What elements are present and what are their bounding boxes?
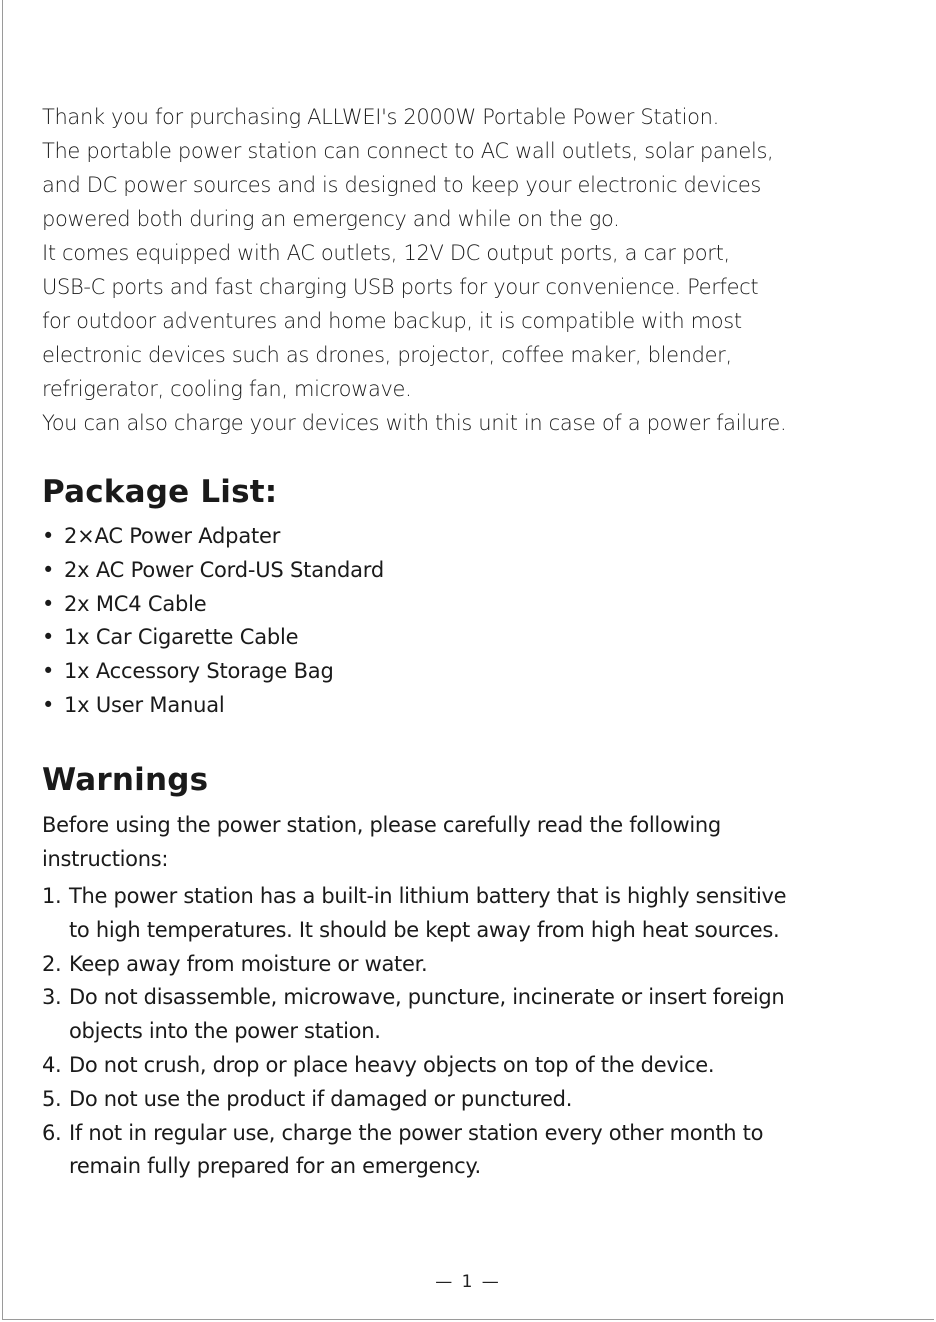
list-item-label: 1x User Manual bbox=[64, 692, 225, 717]
warnings-heading: Warnings bbox=[42, 762, 209, 798]
intro-line: refrigerator, cooling fan, microwave. bbox=[42, 377, 412, 401]
intro-line: It comes equipped with AC outlets, 12V DC output ports, a car port, bbox=[42, 241, 730, 265]
warning-number: 5. bbox=[42, 1086, 62, 1111]
warning-item bbox=[42, 1083, 786, 1117]
intro-paragraph bbox=[42, 100, 922, 440]
list-item bbox=[42, 689, 384, 723]
warning-text: Do not disassemble, microwave, puncture, incinerate or insert foreign bbox=[69, 985, 785, 1010]
intro-line: USB-C ports and fast charging USB ports for your convenience. Perfect bbox=[42, 275, 759, 299]
warning-item bbox=[42, 1117, 786, 1185]
warning-item bbox=[42, 981, 786, 1049]
warning-number: 1. bbox=[42, 884, 62, 908]
intro-line: powered both during an emergency and while on the go. bbox=[42, 207, 620, 231]
warning-text: Do not use the product if damaged or punctured. bbox=[69, 1086, 573, 1111]
list-item-label: 1x Car Cigarette Cable bbox=[64, 625, 299, 650]
bullet-icon: • bbox=[42, 557, 55, 582]
list-item-label: 2x MC4 Cable bbox=[64, 591, 207, 616]
warning-text: Keep away from moisture or water. bbox=[69, 951, 428, 976]
warning-text: If not in regular use, charge the power station every other month to bbox=[69, 1120, 764, 1145]
bullet-icon: • bbox=[42, 625, 55, 650]
warnings-intro-line: instructions: bbox=[42, 846, 169, 871]
list-item bbox=[42, 554, 384, 588]
intro-line: and DC power sources and is designed to keep your electronic devices bbox=[42, 173, 761, 197]
list-item bbox=[42, 588, 384, 622]
warning-text: remain fully prepared for an emergency. bbox=[69, 1154, 481, 1179]
intro-line: Thank you for purchasing ALLWEI's 2000W Portable Power Station. bbox=[42, 105, 719, 129]
bullet-icon: • bbox=[42, 524, 55, 548]
warning-item bbox=[42, 948, 786, 982]
package-list-heading: Package List: bbox=[42, 474, 278, 510]
list-item bbox=[42, 621, 384, 655]
page-number: — 1 — bbox=[435, 1272, 501, 1292]
package-list bbox=[42, 520, 384, 723]
warning-number: 2. bbox=[42, 951, 62, 976]
bullet-icon: • bbox=[42, 659, 55, 684]
warning-number: 6. bbox=[42, 1120, 62, 1145]
list-item-label: 1x Accessory Storage Bag bbox=[64, 659, 334, 684]
intro-line: for outdoor adventures and home backup, it is compatible with most bbox=[42, 309, 742, 333]
intro-line: The portable power station can connect to AC wall outlets, solar panels, bbox=[42, 139, 774, 163]
warning-item bbox=[42, 1049, 786, 1083]
warning-text: Do not crush, drop or place heavy objects on top of the device. bbox=[69, 1052, 715, 1077]
bullet-icon: • bbox=[42, 591, 55, 616]
warnings-intro-line: Before using the power station, please carefully read the following bbox=[42, 813, 721, 837]
intro-line: electronic devices such as drones, projector, coffee maker, blender, bbox=[42, 343, 732, 367]
warning-text: objects into the power station. bbox=[69, 1019, 381, 1044]
list-item bbox=[42, 655, 384, 689]
list-item-label: 2x AC Power Cord-US Standard bbox=[64, 557, 384, 582]
warnings-intro bbox=[42, 809, 721, 876]
warning-number: 3. bbox=[42, 985, 62, 1010]
bullet-icon: • bbox=[42, 692, 55, 717]
list-item-label: 2×AC Power Adpater bbox=[64, 524, 281, 548]
list-item bbox=[42, 520, 384, 554]
warning-text: The power station has a built-in lithium battery that is highly sensitive bbox=[69, 884, 787, 908]
intro-line: You can also charge your devices with this unit in case of a power failure. bbox=[42, 411, 787, 435]
warning-text: to high temperatures. It should be kept away from high heat sources. bbox=[69, 917, 780, 942]
warning-item bbox=[42, 880, 786, 948]
warning-number: 4. bbox=[42, 1052, 62, 1077]
warnings-list bbox=[42, 880, 786, 1184]
